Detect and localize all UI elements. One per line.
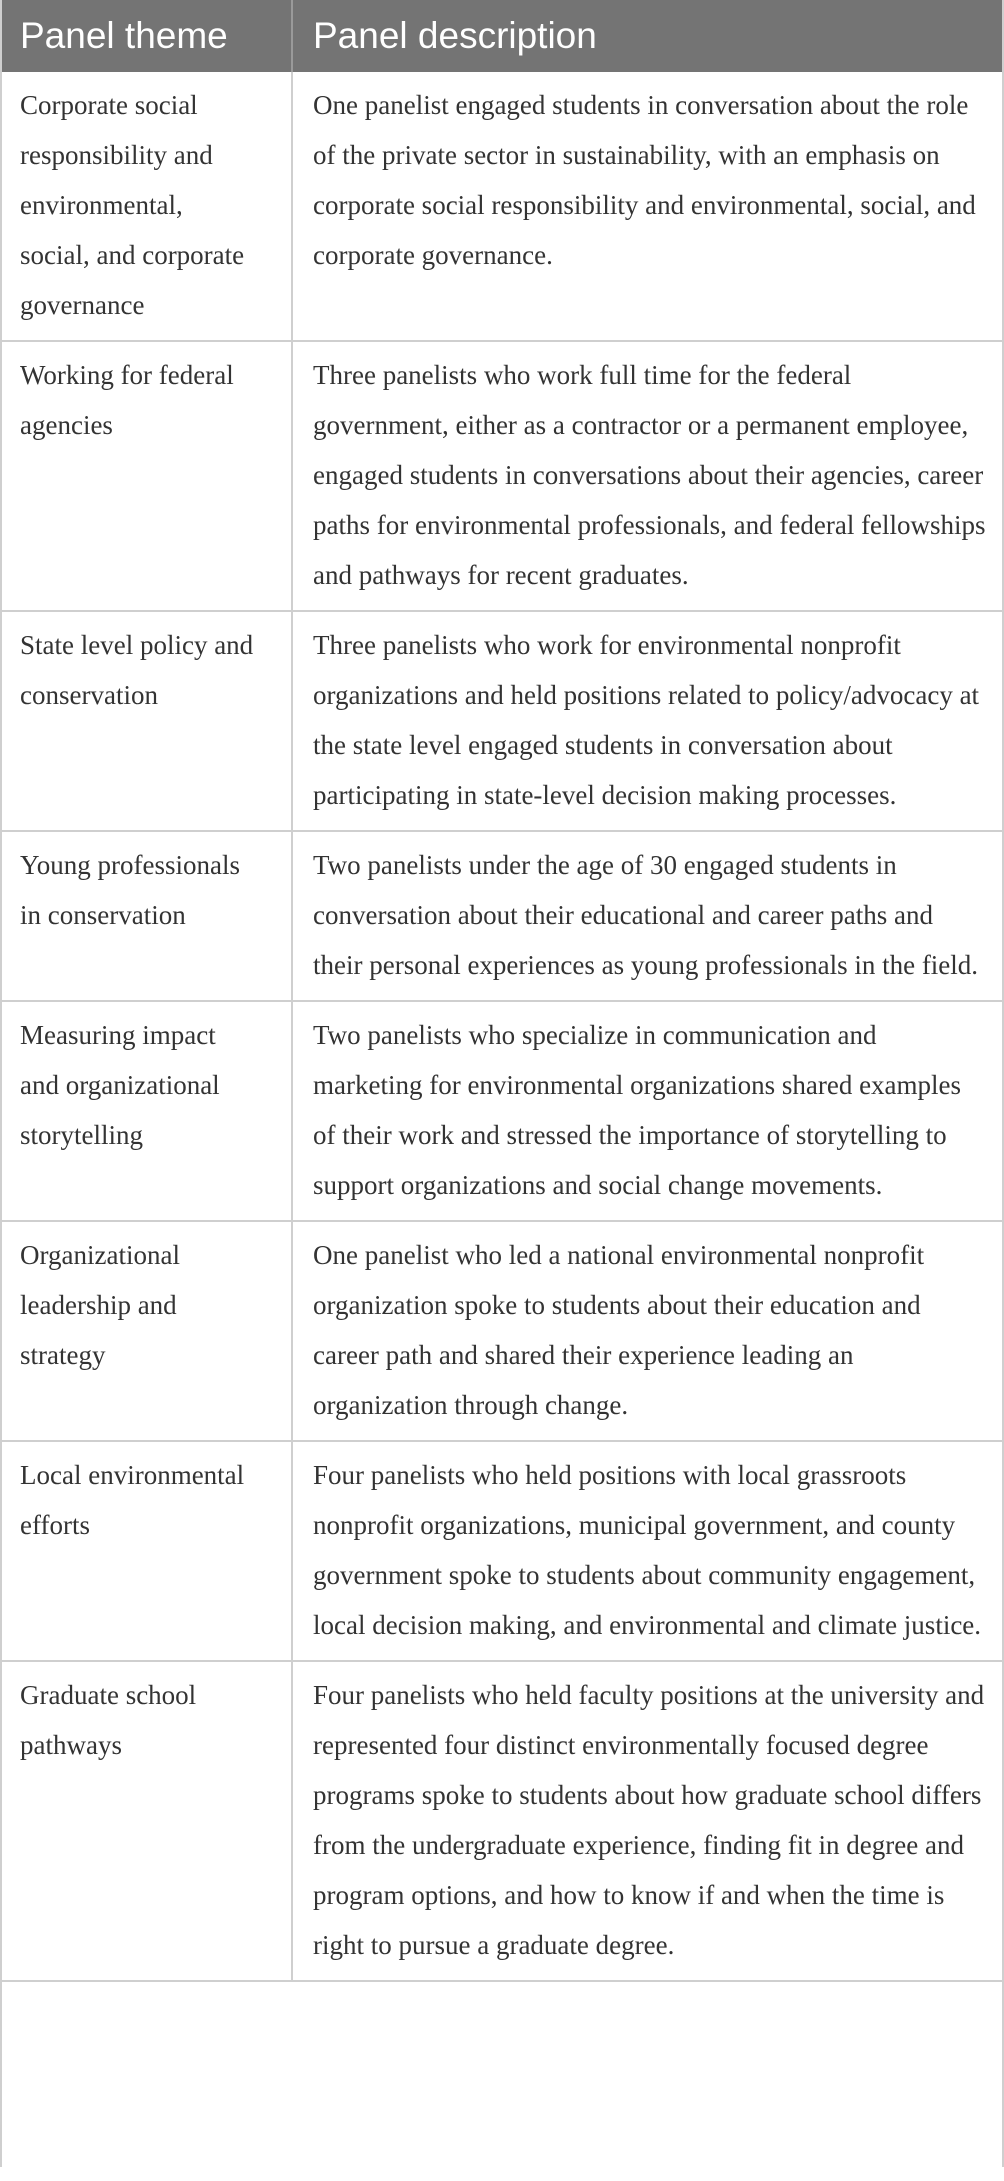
table-row	[0, 831, 1004, 1001]
panel-description-cell: Three panelists who work for environmental nonprofit organizations and held positions related to policy/advocacy at the state level engaged students in conversation about participating in state-level decision making processes.	[292, 611, 1004, 831]
table-body	[0, 72, 1004, 1981]
table-row	[0, 1441, 1004, 1661]
panel-theme-cell: Local environmental efforts	[0, 1441, 292, 1661]
panel-description-cell: Three panelists who work full time for the federal government, either as a contractor or a permanent employee, engaged students in conversations about their agencies, career paths for environmental professionals, and federal fellowships and pathways for recent graduates.	[292, 341, 1004, 611]
panel-description-cell: One panelist engaged students in conversation about the role of the private sector in sustainability, with an emphasis on corporate social responsibility and environmental, social, and corporate governance.	[292, 72, 1004, 341]
panel-description-cell: Four panelists who held positions with local grassroots nonprofit organizations, municipal government, and county government spoke to students about community engagement, local decision making, and environmental and climate justice.	[292, 1441, 1004, 1661]
panel-theme-cell: Working for federal agencies	[0, 341, 292, 611]
table-header	[0, 0, 1004, 72]
table-row	[0, 72, 1004, 341]
panel-theme-cell: Organizational leadership and strategy	[0, 1221, 292, 1441]
header-panel-description: Panel description	[292, 0, 1004, 72]
panel-description-cell: Two panelists who specialize in communication and marketing for environmental organizations shared examples of their work and stressed the importance of storytelling to support organizations and social change movements.	[292, 1001, 1004, 1221]
table-row	[0, 1001, 1004, 1221]
header-panel-theme: Panel theme	[0, 0, 292, 72]
table-left-border	[0, 0, 2, 2167]
panel-description-cell: One panelist who led a national environmental nonprofit organization spoke to students about their education and career path and shared their experience leading an organization through change.	[292, 1221, 1004, 1441]
panel-theme-cell: Graduate school pathways	[0, 1661, 292, 1981]
panel-description-cell: Two panelists under the age of 30 engaged students in conversation about their educational and career paths and their personal experiences as young professionals in the field.	[292, 831, 1004, 1001]
table-row	[0, 1661, 1004, 1981]
table-row	[0, 1221, 1004, 1441]
panel-theme-cell: Measuring impact and organizational storytelling	[0, 1001, 292, 1221]
table-row	[0, 611, 1004, 831]
panel-theme-cell: State level policy and conservation	[0, 611, 292, 831]
panel-description-cell: Four panelists who held faculty positions at the university and represented four distinct environmentally focused degree programs spoke to students about how graduate school differs from the undergraduate experience, finding fit in degree and program options, and how to know if and when the time is right to pursue a graduate degree.	[292, 1661, 1004, 1981]
panel-theme-cell: Young professionals in conservation	[0, 831, 292, 1001]
header-row	[0, 0, 1004, 72]
table-row	[0, 341, 1004, 611]
panel-theme-cell: Corporate social responsibility and environmental, social, and corporate governance	[0, 72, 292, 341]
